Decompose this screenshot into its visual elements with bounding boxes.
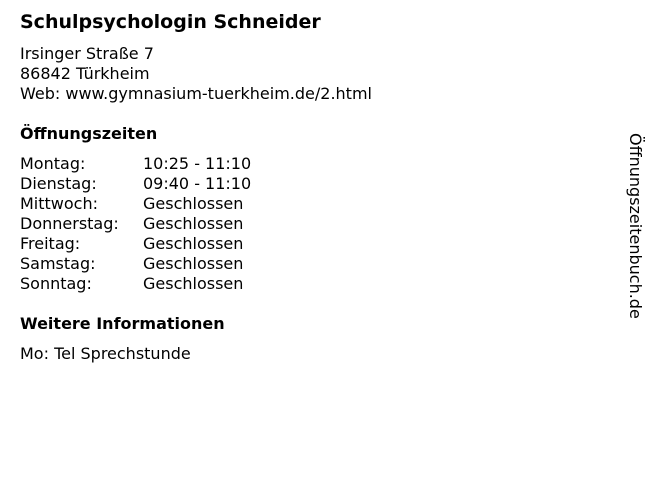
- site-watermark: Öffnungszeitenbuch.de: [626, 133, 645, 319]
- hours-row-monday: [20, 154, 251, 174]
- hours-day: Donnerstag:: [20, 214, 119, 233]
- hours-row-friday: [20, 234, 251, 254]
- page-title: Schulpsychologin Schneider: [20, 11, 321, 33]
- opening-hours-table: [20, 154, 251, 294]
- hours-day: Freitag:: [20, 234, 81, 253]
- hours-row-sunday: [20, 274, 251, 294]
- opening-hours-heading: Öffnungszeiten: [20, 124, 158, 143]
- hours-day: Mittwoch:: [20, 194, 98, 213]
- hours-row-tuesday: [20, 174, 251, 194]
- hours-time: 09:40 - 11:10: [143, 174, 252, 193]
- hours-day: Sonntag:: [20, 274, 92, 293]
- address-block: [20, 44, 372, 104]
- hours-day: Samstag:: [20, 254, 96, 273]
- hours-row-thursday: [20, 214, 251, 234]
- further-info-text: Mo: Tel Sprechstunde: [20, 344, 191, 363]
- address-web: Web: www.gymnasium-tuerkheim.de/2.html: [20, 84, 372, 103]
- further-info-heading: Weitere Informationen: [20, 314, 225, 333]
- hours-day: Dienstag:: [20, 174, 97, 193]
- address-street: Irsinger Straße 7: [20, 44, 154, 63]
- hours-row-saturday: [20, 254, 251, 274]
- hours-day: Montag:: [20, 154, 86, 173]
- address-city: 86842 Türkheim: [20, 64, 150, 83]
- hours-time: Geschlossen: [143, 234, 244, 253]
- hours-time: Geschlossen: [143, 274, 244, 293]
- hours-time: 10:25 - 11:10: [143, 154, 252, 173]
- hours-row-wednesday: [20, 194, 251, 214]
- hours-time: Geschlossen: [143, 254, 244, 273]
- hours-time: Geschlossen: [143, 214, 244, 233]
- hours-time: Geschlossen: [143, 194, 244, 213]
